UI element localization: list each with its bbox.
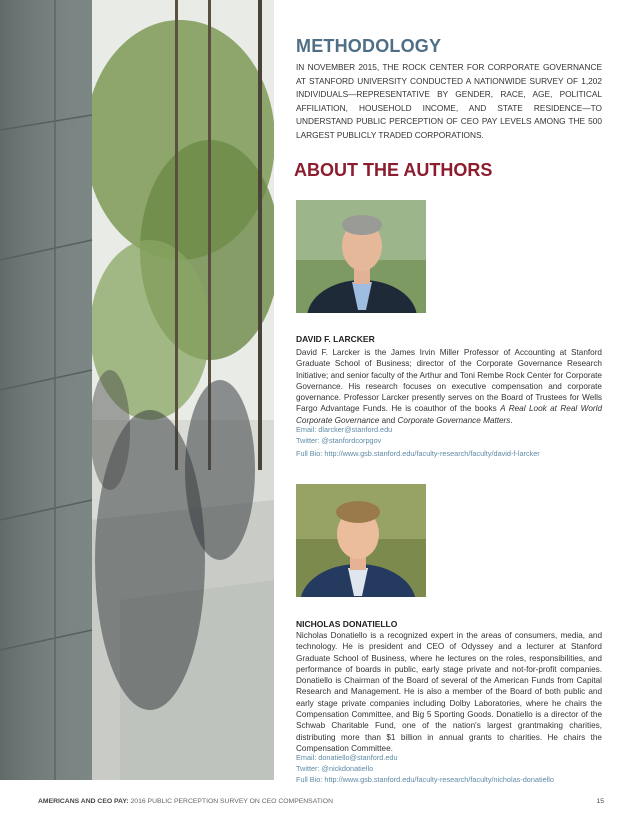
author-twitter-larcker[interactable]: Twitter: @stanfordcorpgov (296, 436, 382, 445)
photo-illustration (0, 0, 274, 780)
book-title: Corporate Governance Matters (397, 415, 511, 425)
bio-text: . (510, 415, 513, 425)
methodology-title: METHODOLOGY (296, 36, 442, 56)
page-number: 15 (596, 798, 604, 805)
authors-title: ABOUT THE AUTHORS (294, 160, 493, 180)
author-bio-larcker (296, 347, 602, 426)
author-email-donatiello[interactable]: Email: donatiello@stanford.edu (296, 753, 398, 762)
author-photo-larcker (296, 200, 426, 313)
book-title: A Real Look at Real World Corporate Governance (296, 404, 603, 425)
methodology-body: IN NOVEMBER 2015, THE ROCK CENTER FOR CORPORATE GOVERNANCE AT STANFORD UNIVERSITY CONDUCTED A NATIONWIDE SURVEY OF 1,202 INDIVIDUALS—REPRESENTATIVE BY GENDER, RACE, AGE, POLITICAL AFFILIATION, HOUSEHOLD INCOME, AND STATE RESIDENCE—TO UNDERSTAND PUBLIC PERCEPTION OF CEO PAY LEVELS AMONG THE 500 LARGEST PUBLICLY TRADED CORPORATIONS. (296, 62, 602, 140)
author-name-larcker: DAVID F. LARCKER (296, 334, 375, 344)
page-footer (38, 798, 604, 805)
author-photo-donatiello (296, 484, 426, 597)
author-fullbio-donatiello[interactable]: Full Bio: http://www.gsb.stanford.edu/faculty-research/faculty/nicholas-donatiello (296, 775, 554, 784)
author-name-donatiello: NICHOLAS DONATIELLO (296, 619, 398, 629)
cover-photo (0, 0, 274, 780)
author-fullbio-larcker[interactable]: Full Bio: http://www.gsb.stanford.edu/faculty-research/faculty/david-f-larcker (296, 449, 540, 458)
bio-text: and (379, 415, 398, 425)
author-bio-donatiello: Nicholas Donatiello is a recognized expert in the areas of consumers, media, and technology. He is president and CEO of Odyssey and a lecturer at Stanford Graduate School of Business, where he lectures on the roles, responsibilities, and performance of boards in public, early stage private and not-for-profit companies. Donatiello is Chairman of the Board of several of the American Funds from Capital Research and Management. He is also a member of the Board of both public and early stage private companies including Dolby Laboratories, where he chairs the Compensation Committee, and Big 5 Sporting Goods. Donatiello is a director of the Schwab Charitable Fund, one of the nation's largest grantmaking charities, distributing more than $1 billion in annual grants to charities. He chairs the Compensation Committee. (296, 631, 602, 753)
author-twitter-donatiello[interactable]: Twitter: @nickdonatiello (296, 764, 374, 773)
footer-report-subtitle: 2016 PUBLIC PERCEPTION SURVEY ON CEO COMPENSATION (128, 798, 333, 805)
bio-text: David F. Larcker is the James Irvin Miller Professor of Accounting at Stanford Graduate School of Business; director of the Corporate Governance Research Initiative; and senior faculty of the Arthur and Toni Rembe Rock Center for Corporate Governance. His research focuses on executive compensation and corporate governance. Professor Larcker presently serves on the Board of Trustees for Wells Fargo Advantage Funds. He is coauthor of the books (296, 348, 602, 414)
author-email-larcker[interactable]: Email: dlarcker@stanford.edu (296, 425, 393, 434)
footer-report-title: AMERICANS AND CEO PAY: (38, 798, 129, 805)
